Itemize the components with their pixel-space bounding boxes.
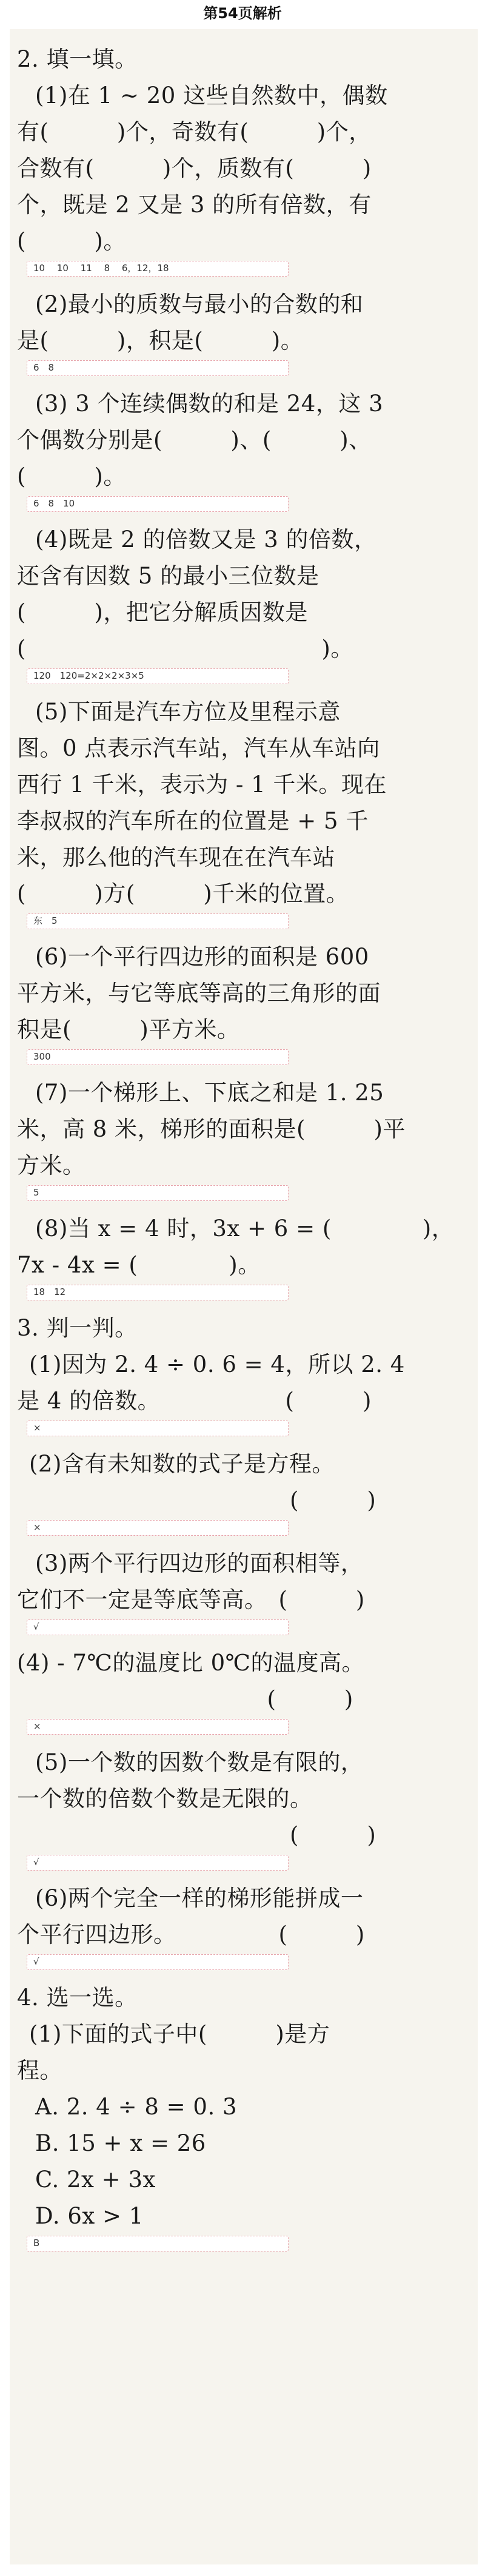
question-text-line: 平方米，与它等底等高的三角形的面 xyxy=(17,980,381,1006)
answer-box: 东 5 xyxy=(27,913,289,929)
question-text-line: 一个数的倍数个数是无限的。 xyxy=(17,1786,313,1812)
answer-box: 5 xyxy=(27,1185,289,1201)
question-text-line: 方米。 xyxy=(17,1152,85,1179)
answer-box: × xyxy=(27,1421,289,1436)
question-text-line: 米，高 8 米，梯形的面积是( )平 xyxy=(17,1116,406,1142)
answer-box: 18 12 xyxy=(27,1285,289,1300)
question-text-line: 2. 填一填。 xyxy=(17,46,138,72)
question-text-line: 7x - 4x = ( )。 xyxy=(17,1252,261,1278)
question-text-line: (4)既是 2 的倍数又是 3 的倍数， xyxy=(35,526,377,553)
question-text-line: (5)一个数的因数个数是有限的， xyxy=(35,1749,364,1775)
question-text-line: 是( )，积是( )。 xyxy=(17,328,304,354)
question-text-line: ( )。 xyxy=(17,463,126,489)
question-text-line: (1)因为 2. 4 ÷ 0. 6 = 4，所以 2. 4 xyxy=(29,1351,405,1377)
question-text-line: A. 2. 4 ÷ 8 = 0. 3 xyxy=(35,2094,238,2120)
question-text-line: ( )。 xyxy=(17,228,126,254)
page-title: 第54页解析 xyxy=(203,5,282,22)
answer-box: √ xyxy=(27,1855,289,1871)
question-text-line: 图。0 点表示汽车站，汽车从车站向 xyxy=(17,735,380,761)
answer-box: 6 8 xyxy=(27,360,289,376)
question-text-line: 个平行四边形。 ( ) xyxy=(17,1922,365,1948)
answer-box: 300 xyxy=(27,1049,289,1065)
question-text-line: ( ) xyxy=(17,1686,353,1712)
question-text-line: 米，那么他的汽车现在在汽车站 xyxy=(17,844,335,870)
question-text-line: 合数有( )个，质数有( ) xyxy=(17,155,372,181)
question-text-line: D. 6x > 1 xyxy=(35,2203,144,2229)
question-text-line: 西行 1 千米，表示为 - 1 千米。现在 xyxy=(17,772,387,798)
answer-box: 10 10 11 8 6，12，18 xyxy=(27,261,289,277)
question-text-line: 是 4 的倍数。 ( ) xyxy=(17,1388,372,1414)
question-text-line: 程。 xyxy=(17,2057,62,2083)
question-text-line: 4. 选一选。 xyxy=(17,1985,138,2011)
question-text-line: (2)最小的质数与最小的合数的和 xyxy=(35,291,364,317)
question-text-line: 个，既是 2 又是 3 的所有倍数，有 xyxy=(17,192,372,218)
question-text-line: (1)在 1 ~ 20 这些自然数中，偶数 xyxy=(35,82,388,109)
question-text-line: 3. 判一判。 xyxy=(17,1315,138,1341)
question-text-line: (7)一个梯形上、下底之和是 1. 25 xyxy=(35,1080,384,1106)
question-text-line: C. 2x + 3x xyxy=(35,2167,156,2193)
question-text-line: 积是( )平方米。 xyxy=(17,1017,240,1043)
answer-box: × xyxy=(27,1520,289,1536)
question-text-line: 还含有因数 5 的最小三位数是 xyxy=(17,563,319,589)
answer-box: × xyxy=(27,1719,289,1735)
question-text-line: 个偶数分别是( )、( )、 xyxy=(17,427,372,453)
question-text-line: 有( )个，奇数有( )个， xyxy=(17,119,372,145)
question-text-line: ( ) xyxy=(17,1487,376,1513)
answer-box: B xyxy=(27,2236,289,2251)
question-text-line: (1)下面的式子中( )是方 xyxy=(29,2021,330,2047)
question-text-line: (2)含有未知数的式子是方程。 xyxy=(29,1451,335,1477)
question-text-line: (6)一个平行四边形的面积是 600 xyxy=(35,944,369,970)
question-text-line: 它们不一定是等底等高。 ( ) xyxy=(17,1587,365,1613)
question-text-line: (5)下面是汽车方位及里程示意 xyxy=(35,699,341,725)
question-text-line: (3)两个平行四边形的面积相等， xyxy=(35,1550,364,1576)
question-text-line: ( ) xyxy=(17,1822,376,1848)
question-text-line: (4) - 7℃的温度比 0℃的温度高。 xyxy=(17,1650,365,1676)
question-text-line: (8)当 x = 4 时，3x + 6 = ( )， xyxy=(35,1216,455,1242)
question-text-line: B. 15 + x = 26 xyxy=(35,2130,206,2156)
question-text-line: ( )，把它分解质因数是 xyxy=(17,599,308,625)
answer-box: 120 120=2×2×2×3×5 xyxy=(27,668,289,684)
answer-box: √ xyxy=(27,1954,289,1970)
answer-box: √ xyxy=(27,1619,289,1635)
question-text-line: 李叔叔的汽车所在的位置是 + 5 千 xyxy=(17,808,369,834)
question-text-line: (6)两个完全一样的梯形能拼成一 xyxy=(35,1885,364,1911)
question-text-line: ( )方( )千米的位置。 xyxy=(17,881,349,907)
question-text-line: ( )。 xyxy=(17,636,353,662)
answer-box: 6 8 10 xyxy=(27,496,289,512)
question-text-line: (3) 3 个连续偶数的和是 24，这 3 xyxy=(35,391,384,417)
